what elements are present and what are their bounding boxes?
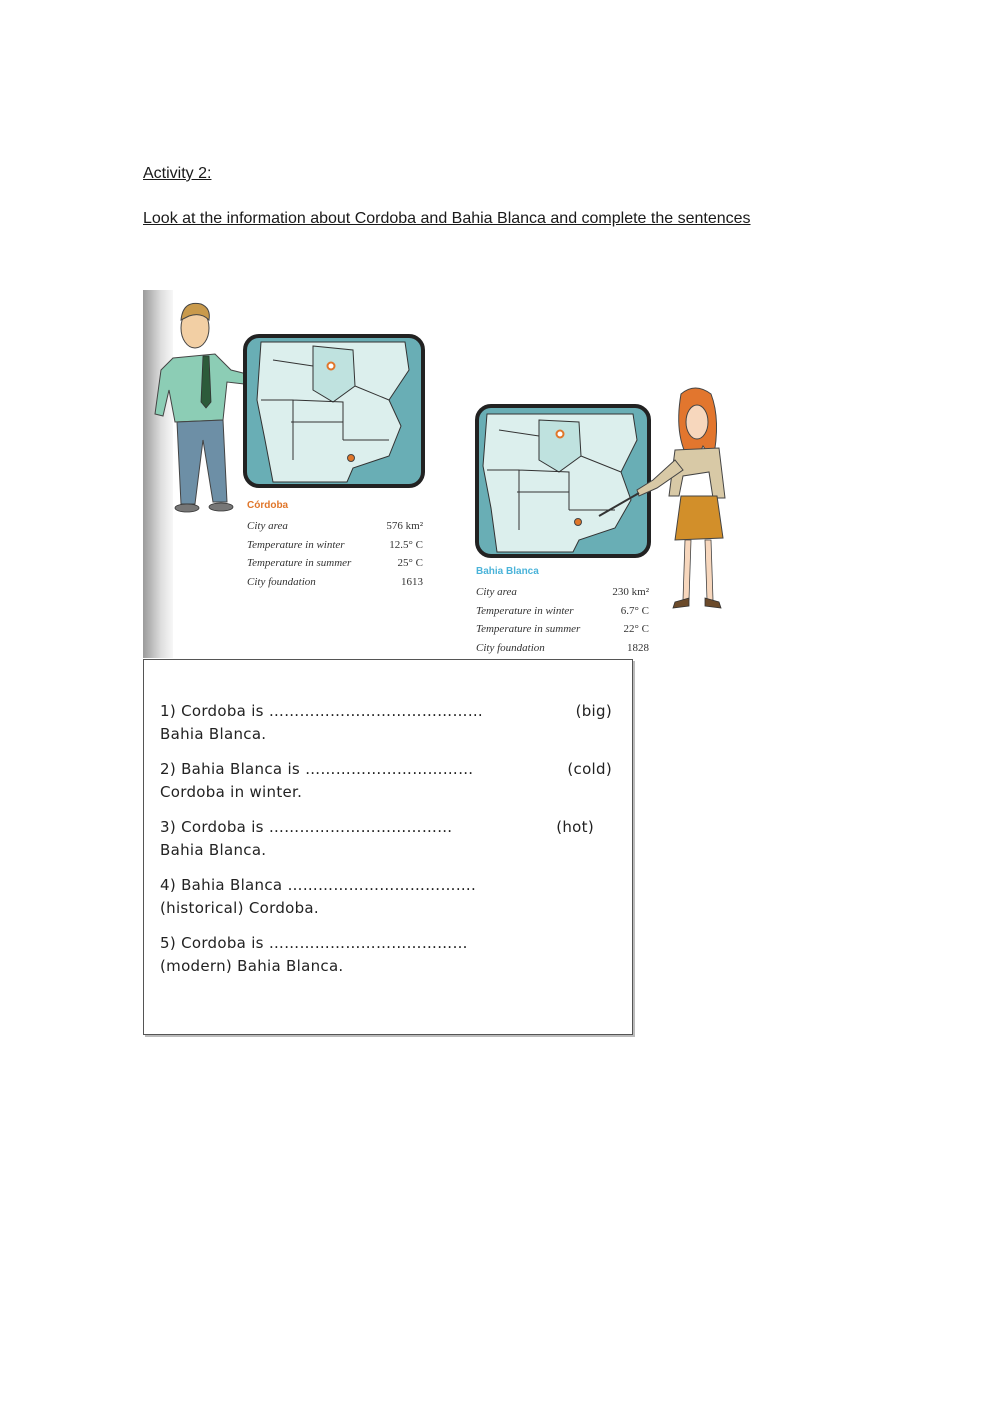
cordoba-info-row <box>247 573 423 592</box>
sentence-item <box>160 816 612 862</box>
bahia-info-row <box>476 602 649 621</box>
map-bahia-blanca <box>477 406 649 556</box>
sentence-adjective: (big) <box>575 702 612 720</box>
info-value: 12.5° C <box>389 538 423 551</box>
bahia-info-row <box>476 620 649 639</box>
cordoba-info-row <box>247 536 423 555</box>
cordoba-info-row <box>247 554 423 573</box>
info-value: 1828 <box>627 641 649 654</box>
bahia-blanca-info-card <box>476 566 649 657</box>
illustration <box>143 290 735 658</box>
bahia-info-row <box>476 583 649 602</box>
map-cordoba <box>245 336 423 486</box>
info-value: 25° C <box>397 557 423 569</box>
bahia-info-row <box>476 639 649 658</box>
sentence-start: 3) Cordoba is ……………………………… <box>160 818 453 836</box>
info-value: 1613 <box>401 575 423 588</box>
info-label: City area <box>476 586 517 598</box>
sentence-ending: Bahia Blanca. <box>160 725 267 743</box>
sentence-ending: Bahia Blanca. <box>160 841 267 859</box>
bahia-blanca-name: Bahia Blanca <box>476 566 539 577</box>
info-label: City area <box>247 520 288 532</box>
info-label: City foundation <box>247 575 316 588</box>
info-label: Temperature in winter <box>476 604 574 617</box>
info-label: City foundation <box>476 641 545 654</box>
cordoba-info-card <box>247 500 423 591</box>
cordoba-info-row <box>247 517 423 536</box>
sentence-item <box>160 874 612 920</box>
sentence-start: 2) Bahia Blanca is …………………………… <box>160 760 474 778</box>
sentence-start: 1) Cordoba is …………………………………… <box>160 702 484 720</box>
info-label: Temperature in winter <box>247 538 345 551</box>
sentence-ending: Cordoba in winter. <box>160 783 303 801</box>
sentence-item <box>160 758 612 804</box>
info-label: Temperature in summer <box>247 557 352 569</box>
activity-title: Activity 2: <box>143 165 212 182</box>
info-value: 576 km² <box>386 520 423 532</box>
sentence-ending: (historical) Cordoba. <box>160 899 319 917</box>
instructions: Look at the information about Cordoba and Bahia Blanca and complete the sentences <box>143 210 751 227</box>
exercise-box <box>143 659 633 1035</box>
info-value: 230 km² <box>612 586 649 598</box>
sentence-start: 5) Cordoba is ………………………………… <box>160 934 468 952</box>
sentence-ending: (modern) Bahia Blanca. <box>160 957 344 975</box>
sentence-adjective: (hot) <box>556 818 594 836</box>
sentence-start: 4) Bahia Blanca ………………………………. <box>160 876 477 894</box>
cordoba-name: Córdoba <box>247 500 289 511</box>
sentence-list <box>160 700 612 990</box>
info-value: 22° C <box>623 623 649 635</box>
sentence-item <box>160 932 612 978</box>
sentence-adjective: (cold) <box>567 760 612 778</box>
info-value: 6.7° C <box>620 604 649 617</box>
info-label: Temperature in summer <box>476 623 581 635</box>
sentence-item <box>160 700 612 746</box>
